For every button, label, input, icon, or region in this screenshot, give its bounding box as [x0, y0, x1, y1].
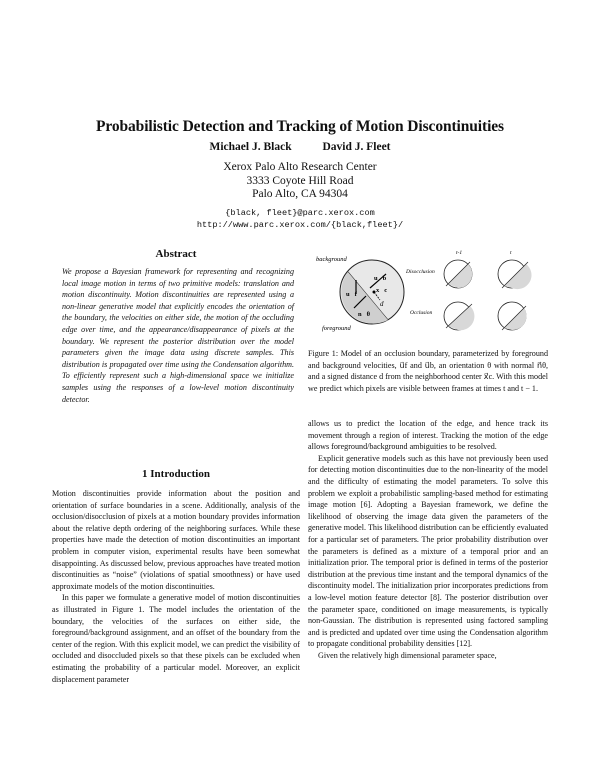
affiliation: [0, 161, 600, 202]
label-xc: x⃗c: [376, 287, 388, 294]
label-uf: u⃗f: [346, 291, 357, 298]
paper-title: Probabilistic Detection and Tracking of Motion Discontinuities: [95, 118, 504, 135]
label-disocclusion: Disocclusion: [406, 269, 435, 275]
label-n: n⃗θ: [358, 311, 371, 318]
label-background: background: [316, 256, 347, 263]
homepage-url: http://www.parc.xerox.com/{black,fleet}/: [196, 220, 404, 230]
affiliation-line: 3333 Coyote Hill Road: [246, 174, 354, 187]
author-list: [0, 141, 600, 153]
affiliation-line: Palo Alto, CA 94304: [252, 188, 348, 200]
body-paragraph: Given the relatively high dimensional parameter space,: [318, 650, 497, 660]
label-t: t: [510, 250, 512, 256]
contact-info: [0, 207, 600, 231]
intro-paragraph: Motion discontinuities provide information about the position and orientation of surface boundaries in a scene. Additionally, analysis of the occlusion/disocclusion of pixels at a motion boundary provides information about the relative depth ordering of the neighboring surfaces. While these properties have made the detection of motion discontinuities an important problem in computer vision, experimental results have been somewhat disappointing. As discussed below, previous approaches have treated motion discontinuities as “noise” (violations of spatial smoothness) or have used approximate models of the motion discontinuities.: [52, 489, 300, 591]
figure-caption: Figure 1: Model of an occlusion boundary, parameterized by foreground and background velocities, u⃗f and u⃗b, an orientation θ with normal n⃗θ, and a signed distance d from the neighborhood center x⃗c. With this model we predict which pixels are visible between frames at times t and t − 1.: [308, 349, 548, 393]
abstract-text: We propose a Bayesian framework for representing and recognizing local image motion in terms of two primitive models: translation and motion discontinuity. Motion discontinuities are represented using a non-linear generative model that explicitly encodes the orientation of the boundary, the velocities on either side, the motion of the occluding edge over time, and the appearance/disappearance of pixels at the boundary. We represent the posterior distribution over the model parameters given the image data using discrete samples. This distribution is propagated over time using the Condensation algorithm. To efficiently represent such a high-dimensional space we initialize samples using the responses of a low-level motion discontinuity detector.: [62, 267, 294, 404]
body-paragraph: Explicit generative models such as this have not previously been used for detecting motion discontinuities due to the non-linearity of the model and the difficulty of estimating the model parameters. To solve this problem we exploit a probabilistic sampling-based method for estimating image motion [6]. Adopting a Bayesian framework, we define the likelihood of observing the image data given the parameters of the generative model. This likelihood distribution can be efficiently evaluated for a particular set of parameters. The prior probability distribution over the parameters is defined as a mixture of a temporal prior and an initialization prior. The temporal prior is defined in terms of the posterior distribution at the previous time instant and the temporal dynamics of the discontinuity model. The initialization prior incorporates predictions from a low-level motion feature detector [8]. The posterior distribution over the parameter space, conditioned on image measurements, is typically non-Gaussian. The distribution is represented using factored sampling and is predicted and updated over time using the Condensation algorithm to propagate conditional probability densities [12].: [308, 453, 548, 649]
figure-1: [308, 246, 552, 344]
right-column-body: [308, 418, 548, 661]
label-foreground: foreground: [322, 325, 351, 332]
occlusion-model-diagram: [308, 246, 552, 344]
abstract-heading: Abstract: [155, 248, 197, 260]
author-name: David J. Fleet: [322, 141, 391, 153]
intro-paragraph: In this paper we formulate a generative model of motion discontinuities as illustrated in Figure 1. The model includes the orientation of the boundary, the velocities of the surfaces on either side, the foreground/background assignment, and an offset of the boundary from the center of the region. With this explicit model, we can predict the visibility of occluded and disoccluded pixels so that these pixels can be excluded when estimating the probability of a particular model. Moreover, an explicit displacement parameter: [52, 593, 300, 684]
label-d: d: [380, 300, 384, 308]
affiliation-line: Xerox Palo Alto Research Center: [223, 161, 377, 173]
author-name: Michael J. Black: [209, 141, 292, 153]
body-paragraph: allows us to predict the location of the edge, and hence track its movement through a region of interest. Tracking the motion of the edge allows foreground/background ambiguities to be resolved.: [308, 419, 548, 452]
label-occlusion: Occlusion: [410, 310, 433, 316]
email-address: {black, fleet}@parc.xerox.com: [225, 208, 375, 218]
label-ub: u⃗b: [374, 275, 387, 282]
intro-heading: 1 Introduction: [142, 468, 210, 480]
label-t-minus-1: t-1: [456, 250, 463, 256]
intro-body: [52, 488, 300, 685]
